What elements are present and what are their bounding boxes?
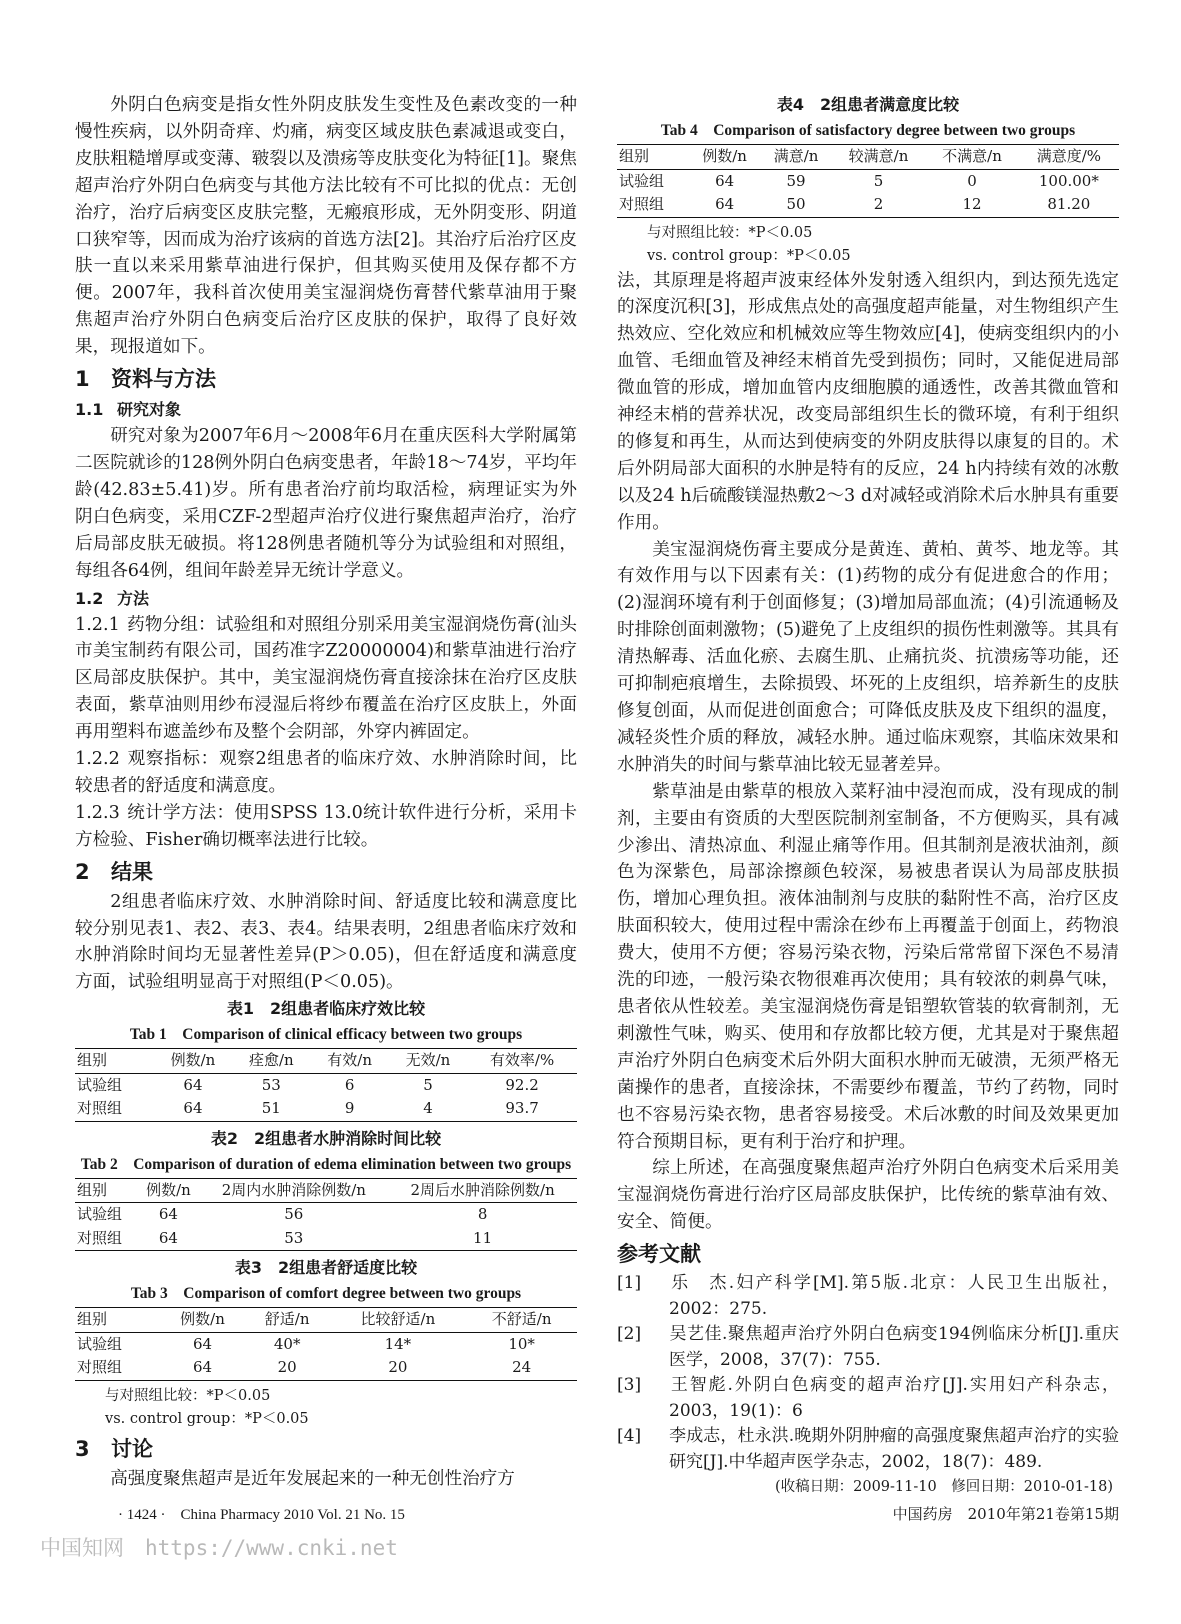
table-cell: 对照组 [77, 1228, 123, 1247]
table-row [617, 169, 1119, 193]
reference-text: 李成志，杜永洪.晚期外阴肿瘤的高强度聚焦超声治疗的实验研究[J].中华超声医学杂志，2002，18(7)：489. [669, 1426, 1119, 1472]
table-header: 组别 [75, 1049, 154, 1074]
table-header: 例数/n [689, 145, 760, 170]
zicao-paragraph: 紫草油是由紫草的根放入菜籽油中浸泡而成，没有现成的制剂，主要由有资质的大型医院制剂室制备，不方便购买，具有减少渗出、清热凉血、利湿止痛等作用。但其制剂是液状油剂，颜色为深紫色，局部涂擦颜色较深，易被患者误认为局部皮肤损伤，增加心理负担。液体油制剂与皮肤的黏附性不高，治疗区皮肤面积较大，使用过程中需涂在纱布上再覆盖于创面上，药物浪费大，使用不方便；容易污染衣物，污染后常常留下深色不易清洗的印迹，一般污染衣物很难再次使用；具有较浓的刺鼻气味，患者依从性较差。美宝湿润烧伤膏是铝塑软管装的软膏制剂，无刺激性气味，购买、使用和存放都比较方便，尤其是对于聚焦超声治疗外阴白色病变术后外阴大面积水肿而无破溃，无须严格无菌操作的患者，直接涂抹，不需要纱布覆盖，节约了药物，同时也不容易污染衣物，患者容易接受。术后冰敷的时间及效果更加符合预期目标，更有利于治疗和护理。 [617, 781, 1119, 1152]
table-header: 组别 [75, 1178, 137, 1203]
table-cell: 53 [261, 1075, 281, 1094]
table-row [75, 1073, 577, 1097]
reference-item [617, 1322, 1119, 1373]
reference-item [617, 1424, 1119, 1475]
section-number: 3 [75, 1436, 90, 1461]
table-cell: 64 [183, 1099, 203, 1118]
meibao-paragraph: 美宝湿润烧伤膏主要成分是黄连、黄柏、黄芩、地龙等。其有效作用与以下因素有关：(1)药物的成分有促进愈合的作用；(2)湿润环境有利于创面修复；(3)增加局部血流；(4)引流通畅及时排除创面刺激物；(5)避免了上皮组织的损伤性刺激等。其具有清热解毒、活血化瘀、去腐生肌、止痛抗炎、抗溃疡等功能，还可抑制疤痕增生，去除损毁、坏死的上皮组织，培养新生的皮肤修复创面，从而促进创面愈合；可降低皮肤及皮下组织的温度，减轻炎性介质的释放，减轻水肿。通过临床观察，其临床效果和水肿消失的时间与紫草油比较无显著差异。 [617, 539, 1119, 775]
right-column [617, 92, 1119, 1499]
table-cell: 4 [423, 1099, 433, 1118]
table-cell: 64 [192, 1358, 213, 1377]
table-cell: 64 [158, 1228, 178, 1247]
table3-note-en: vs. control group：*P＜0.05 [105, 1410, 309, 1427]
references-heading: 参考文献 [617, 1242, 701, 1267]
table-cell: 20 [388, 1358, 408, 1377]
reference-number: [2] [617, 1324, 642, 1345]
table3-caption-en: Tab 3 Comparison of comfort degree between two groups [130, 1285, 522, 1303]
table-header: 例数/n [154, 1049, 232, 1074]
table-cell: 53 [284, 1228, 304, 1247]
table4-caption-en: Tab 4 Comparison of satisfactory degree between two groups [660, 122, 1076, 139]
section-title: 资料与方法 [111, 367, 216, 392]
table-header: 不满意/n [925, 145, 1018, 170]
table-cell: 51 [261, 1099, 281, 1118]
discussion-paragraph-cont: 法，其原理是将超声波束经体外发射透入组织内，到达预先选定的深度沉积[3]，形成焦点处的高强度超声能量，对生物组织产生热效应、空化效应和机械效应等生物效应[4]，使病变组织内的小血管、毛细血管及神经末梢首先受到损伤；同时，又能促进局部微血管的形成，增加血管内皮细胞膜的通透性，改善其微血管和神经末梢的营养状况，改变局部组织生长的微环境，有利于组织的修复和再生，从而达到使病变的外阴皮肤得以康复的目的。术后外阴局部大面积的水肿是特有的反应，24 h内持续有效的冰敷以及24 h后硫酸镁湿热敷2～3 d对减轻或消除术后水肿具有重要作用。 [617, 270, 1119, 533]
results-paragraph: 2组患者临床疗效、水肿消除时间、舒适度比较和满意度比较分别见表1、表2、表3、表4。结果表明，2组患者临床疗效和水肿消除时间均无显著性差异(P＞0.05)，但在舒适度和满意度方面，试验组明显高于对照组(P＜0.05)。 [75, 891, 577, 993]
table-header: 无效/n [389, 1049, 467, 1074]
table-cell: 6 [344, 1075, 355, 1094]
table-cell: 93.7 [505, 1099, 539, 1118]
item-number: 1.2.2 [75, 749, 120, 770]
table-row [75, 1097, 577, 1121]
table-cell: 10* [508, 1334, 535, 1353]
table-1 [75, 1048, 577, 1122]
table-header: 较满意/n [832, 145, 925, 170]
table-row [75, 1356, 577, 1380]
section-number: 2 [75, 859, 90, 884]
table1-caption-en: Tab 1 Comparison of clinical efficacy between two groups [129, 1026, 523, 1044]
table-cell: 64 [158, 1205, 178, 1224]
reference-text: 乐 杰.妇产科学[M].第5版.北京：人民卫生出版社，2002：275. [669, 1273, 1119, 1319]
table-cell: 14* [384, 1334, 412, 1353]
reference-item [617, 1271, 1119, 1322]
table-2 [75, 1178, 577, 1252]
table-cell: 64 [715, 195, 735, 213]
table-cell: 5 [423, 1075, 433, 1094]
table-header: 例数/n [137, 1178, 199, 1203]
method-1-2-1 [75, 612, 577, 747]
table-header: 有效率/% [467, 1049, 577, 1074]
table2-caption-en: Tab 2 Comparison of duration of edema elimination between two groups [80, 1155, 572, 1173]
table-4 [617, 144, 1119, 218]
section-title: 讨论 [111, 1436, 153, 1461]
table-row [75, 1332, 577, 1356]
item-text: 药物分组：试验组和对照组分别采用美宝湿润烧伤膏(汕头市美宝制药有限公司，国药准字Z20000004)和紫草油进行治疗区局部皮肤保护。其中，美宝湿润烧伤膏直接涂抹在治疗区皮肤表面，紫草油则用纱布浸湿后将纱布覆盖在治疗区皮肤上，外面再用塑料布遮盖纱布及整个会阴部，外穿内裤固定。 [75, 614, 577, 743]
table-cell: 8 [477, 1205, 488, 1224]
table-3 [75, 1307, 577, 1381]
table-cell: 64 [183, 1075, 203, 1094]
table-cell: 64 [192, 1334, 213, 1353]
reference-number: [3] [617, 1375, 642, 1396]
table-header: 组别 [75, 1308, 160, 1333]
table-header: 2周后水肿消除例数/n [388, 1178, 577, 1203]
table3-note-cn: 与对照组比较：*P＜0.05 [105, 1387, 271, 1404]
reference-text: 王智彪.外阴白色病变的超声治疗[J].实用妇产科杂志，2003，19(1)：6 [669, 1375, 1119, 1421]
reference-number: [1] [617, 1273, 642, 1294]
reference-text: 吴艺佳.聚焦超声治疗外阴白色病变194例临床分析[J].重庆医学，2008，37(7)：755. [669, 1324, 1119, 1370]
table-cell: 24 [512, 1358, 532, 1377]
reference-number: [4] [617, 1426, 642, 1447]
table-header: 2周内水肿消除例数/n [199, 1178, 388, 1203]
subjects-paragraph: 研究对象为2007年6月～2008年6月在重庆医科大学附属第二医院就诊的128例外阴白色病变患者，年龄18～74岁，平均年龄(42.83±5.41)岁。所有患者治疗前均取活检，病理证实为外阴白色病变，采用CZF-2型超声治疗仪进行聚焦超声治疗，治疗后局部皮肤无破损。将128例患者随机等分为试验组和对照组，每组各64例，组间年龄差异无统计学意义。 [75, 426, 577, 581]
table-cell: 50 [786, 195, 806, 213]
subsection-title: 研究对象 [117, 400, 182, 420]
left-column [75, 92, 577, 1493]
table-header: 组别 [617, 145, 689, 170]
table-cell: 9 [344, 1099, 355, 1118]
subsection-title: 方法 [117, 588, 150, 608]
cnki-watermark: 中国知网 https://www.cnki.net [40, 1536, 398, 1560]
item-text: 统计学方法：使用SPSS 13.0统计软件进行分析，采用卡方检验、Fisher确切概率法进行比较。 [75, 802, 577, 850]
section-heading-2 [75, 856, 577, 888]
table-cell: 12 [962, 195, 982, 213]
table-header: 满意/n [760, 145, 831, 170]
method-1-2-2 [75, 746, 577, 800]
table-header: 满意度/% [1019, 145, 1119, 170]
method-1-2-3 [75, 800, 577, 854]
table-cell: 试验组 [77, 1205, 123, 1224]
table-header: 痊愈/n [232, 1049, 310, 1074]
table-cell: 92.2 [505, 1075, 539, 1094]
table-cell: 对照组 [77, 1358, 123, 1377]
table-header: 不舒适/n [466, 1308, 577, 1333]
table4-caption-cn: 表4 2组患者满意度比较 [776, 95, 960, 114]
table-cell: 试验组 [619, 171, 665, 190]
table-cell: 40* [273, 1334, 301, 1353]
subsection-number: 1.2 [75, 588, 104, 608]
table-cell: 20 [277, 1358, 297, 1377]
table4-note-cn: 与对照组比较：*P＜0.05 [647, 224, 813, 241]
page-footer-left: · 1424 · China Pharmacy 2010 Vol. 21 No. 15 [118, 1507, 405, 1523]
item-number: 1.2.3 [75, 802, 120, 823]
table-header: 有效/n [310, 1049, 388, 1074]
intro-paragraph: 外阴白色病变是指女性外阴皮肤发生变性及色素改变的一种慢性疾病，以外阴奇痒、灼痛，病变区域皮肤色素减退或变白，皮肤粗糙增厚或变薄、皲裂以及溃疡等皮肤变化为特征[1]。聚焦超声治疗外阴白色病变与其他方法比较有不可比拟的优点：无创治疗，治疗后病变区皮肤完整，无瘢痕形成，无外阴变形、阴道口狭窄等，因而成为治疗该病的首选方法[2]。其治疗后治疗区皮肤一直以来采用紫草油进行保护，但其购买使用及保存都不方便。2007年，我科首次使用美宝湿润烧伤膏替代紫草油用于聚焦超声治疗外阴白色病变后治疗区皮肤的保护，取得了良好效果，现报道如下。 [75, 95, 577, 358]
received-dates: (收稿日期：2009-11-10 修回日期：2010-01-18) [774, 1479, 1113, 1496]
table-cell: 对照组 [619, 195, 665, 213]
reference-item [617, 1373, 1119, 1424]
table-cell: 试验组 [77, 1075, 123, 1094]
section-heading-1 [75, 363, 577, 395]
table-cell: 81.20 [1047, 195, 1091, 213]
table-cell: 2 [873, 195, 884, 213]
table2-caption-cn: 表2 2组患者水肿消除时间比较 [210, 1128, 442, 1148]
table-cell: 0 [967, 171, 977, 190]
table-row [75, 1203, 577, 1227]
subsection-heading-1-1 [75, 396, 577, 423]
table-cell: 试验组 [77, 1334, 123, 1353]
item-number: 1.2.1 [75, 614, 120, 635]
table1-caption-cn: 表1 2组患者临床疗效比较 [226, 999, 426, 1019]
table-cell: 64 [715, 171, 735, 190]
discussion-paragraph-start: 高强度聚焦超声是近年发展起来的一种无创性治疗方 [110, 1468, 515, 1489]
subsection-heading-1-2 [75, 585, 577, 612]
page-footer-right: 中国药房 2010年第21卷第15期 [892, 1505, 1119, 1523]
table-cell: 对照组 [77, 1099, 123, 1118]
table3-caption-cn: 表3 2组患者舒适度比较 [234, 1258, 418, 1278]
table4-note-en: vs. control group：*P＜0.05 [647, 247, 851, 264]
table-row [617, 193, 1119, 217]
table-header: 比较舒适/n [329, 1308, 466, 1333]
table-cell: 56 [284, 1205, 304, 1224]
table-cell: 11 [473, 1228, 493, 1247]
table-header: 例数/n [160, 1308, 245, 1333]
item-text: 观察指标：观察2组患者的临床疗效、水肿消除时间，比较患者的舒适度和满意度。 [75, 749, 577, 796]
section-number: 1 [75, 367, 90, 392]
section-title: 结果 [111, 859, 153, 884]
table-header: 舒适/n [245, 1308, 330, 1333]
summary-paragraph: 综上所述，在高强度聚焦超声治疗外阴白色病变术后采用美宝湿润烧伤膏进行治疗区局部皮肤保护，比传统的紫草油有效、安全、简便。 [617, 1158, 1119, 1233]
table-row [75, 1227, 577, 1251]
subsection-number: 1.1 [75, 400, 104, 420]
table-cell: 100.00* [1038, 171, 1099, 190]
table-cell: 5 [873, 171, 884, 190]
table-cell: 59 [786, 171, 806, 190]
section-heading-3 [75, 1433, 577, 1465]
